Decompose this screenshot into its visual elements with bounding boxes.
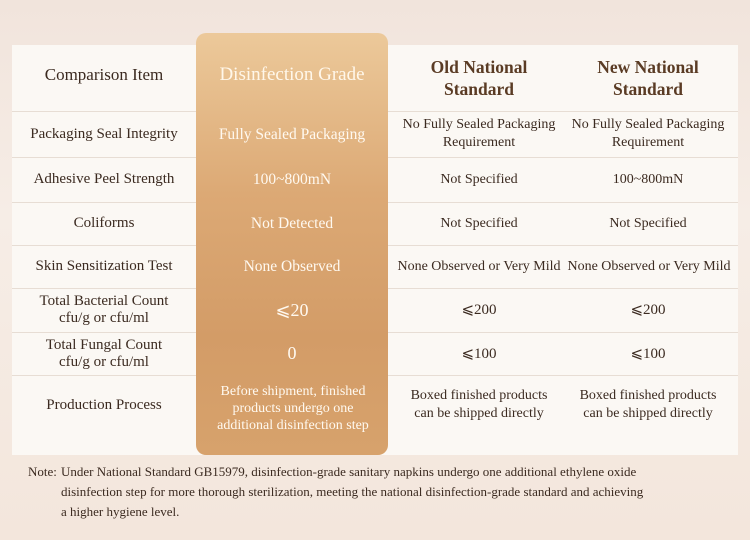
new-value-total-fungal: ⩽100 (630, 345, 666, 362)
old-value-total-bacterial: ⩽200 (461, 302, 497, 318)
row-label-total-fungal (12, 332, 196, 375)
old-value-adhesive-peel: Not Specified (440, 171, 518, 187)
old-value-packaging-seal: No Fully Sealed Packaging Requirement (402, 117, 556, 150)
grade-value-skin-sensitization: None Observed (243, 258, 341, 275)
grade-value-production-process: Before shipment, finished products undergo one additional disinfection step (217, 383, 369, 433)
header-old-national-standard: Old National Standard (430, 57, 528, 99)
grade-value-total-bacterial: ⩽20 (275, 299, 309, 320)
grade-value-adhesive-peel: 100~800mN (252, 171, 332, 188)
new-value-total-bacterial: ⩽200 (630, 302, 666, 318)
new-value-adhesive-peel: 100~800mN (612, 171, 684, 187)
row-label-adhesive-peel: Adhesive Peel Strength (33, 171, 175, 187)
footnote-text: Under National Standard GB15979, disinfection-grade sanitary napkins undergo one additional ethylene oxide disinfection step for more thorough sterilization, meeting the national disinfection-grade standard and achieving a higher hygiene level. (61, 464, 644, 519)
row-label-total-bacterial (12, 288, 196, 332)
row-label-skin-sensitization: Skin Sensitization Test (35, 258, 173, 274)
footnote-label: Note: (28, 464, 57, 479)
new-value-coliforms: Not Specified (609, 215, 687, 231)
row-label-coliforms: Coliforms (73, 215, 135, 231)
footnote (28, 462, 648, 522)
row-label-main: Total Fungal Count (45, 336, 163, 353)
old-value-skin-sensitization: None Observed or Very Mild (397, 258, 561, 274)
old-value-production-process: Boxed finished products can be shipped directly (410, 388, 548, 421)
new-value-packaging-seal: No Fully Sealed Packaging Requirement (571, 117, 725, 150)
old-value-coliforms: Not Specified (440, 215, 518, 231)
new-value-production-process: Boxed finished products can be shipped directly (579, 388, 717, 421)
old-value-total-fungal: ⩽100 (461, 345, 497, 362)
row-label-unit: cfu/g or cfu/ml (59, 310, 149, 326)
grade-value-coliforms: Not Detected (250, 215, 334, 232)
row-label-production-process: Production Process (46, 396, 162, 413)
grade-value-packaging-seal: Fully Sealed Packaging (218, 125, 366, 143)
row-label-packaging-seal: Packaging Seal Integrity (30, 125, 178, 142)
row-label-unit: cfu/g or cfu/ml (59, 353, 149, 370)
grade-value-total-fungal: 0 (287, 343, 297, 363)
header-new-national-standard: New National Standard (597, 57, 699, 99)
row-label-main: Total Bacterial Count (39, 293, 169, 309)
new-value-skin-sensitization: None Observed or Very Mild (567, 258, 731, 274)
header-comparison-item: Comparison Item (44, 65, 164, 84)
header-disinfection-grade: Disinfection Grade (219, 64, 365, 85)
